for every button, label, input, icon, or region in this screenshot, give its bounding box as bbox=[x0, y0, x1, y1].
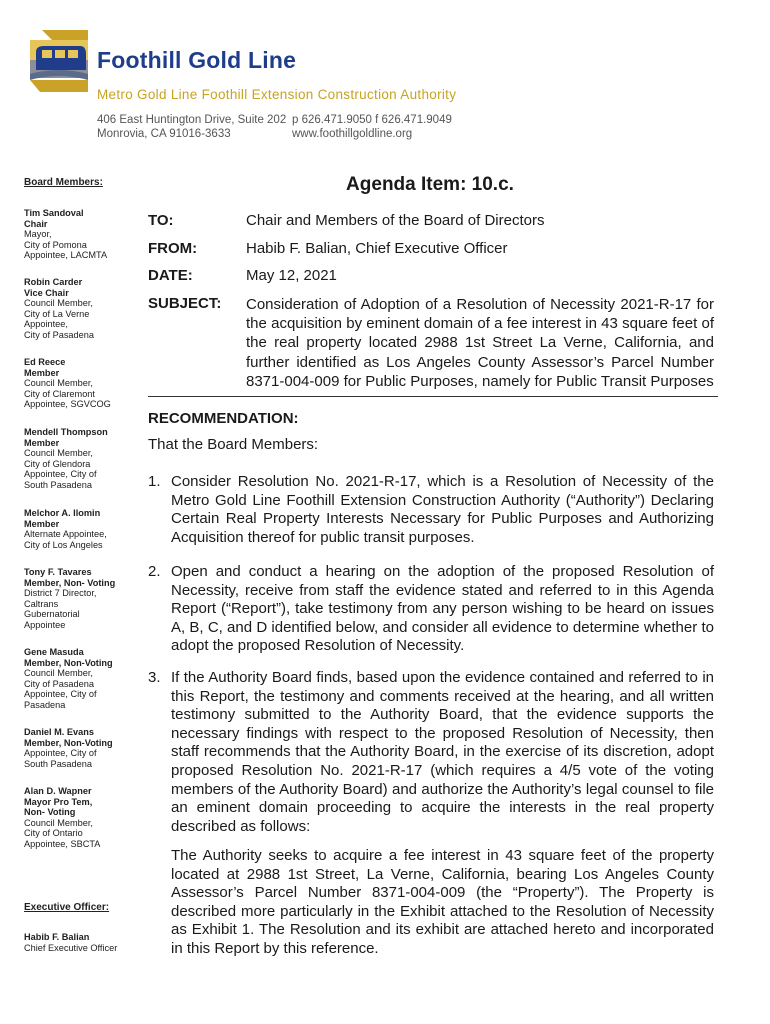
board-member bbox=[24, 427, 136, 491]
member-detail: South Pasadena bbox=[24, 479, 92, 490]
board-member bbox=[24, 567, 136, 631]
recommendation-heading: RECOMMENDATION: bbox=[148, 410, 299, 427]
member-name: Ed Reece bbox=[24, 357, 66, 367]
member-name: Gene Masuda bbox=[24, 647, 84, 657]
subject-value: Consideration of Adoption of a Resolution of Necessity 2021-R-17 for the acquisition by eminent domain of a fee interest in 43 square feet of the real property located 2988 1st Street La Verne, California, and further identified as Los Angeles County Assessor’s Parcel Number 8371-004-009 for Public Purposes, namely for Public Transit Purposes bbox=[246, 296, 714, 390]
member-detail: Appointee bbox=[24, 619, 66, 630]
member-detail: Appointee, LACMTA bbox=[24, 250, 108, 261]
member-name: Alan D. Wapner bbox=[24, 786, 92, 796]
agenda-item-title: Agenda Item: 10.c. bbox=[346, 174, 514, 195]
member-name: Tim Sandoval bbox=[24, 208, 84, 218]
member-detail: Pasadena bbox=[24, 699, 66, 710]
member-detail: City of Ontario bbox=[24, 828, 83, 839]
member-detail: Gubernatorial bbox=[24, 609, 80, 620]
date-value: May 12, 2021 bbox=[246, 267, 337, 284]
item-text: Open and conduct a hearing on the adoption of the proposed Resolution of Necessity, receive from staff the evidence stated and referred to in this Agenda Report (“Report”), take testimony from any person wishing to be heard on issues A, B, C, and D identified below, and consider all evidence to determine whether to adopt the proposed Resolution of Necessity. bbox=[171, 563, 714, 655]
exec-title: Chief Executive Officer bbox=[24, 942, 118, 953]
member-detail: Appointee, City of bbox=[24, 469, 97, 480]
member-name: Daniel M. Evans bbox=[24, 727, 94, 737]
board-member bbox=[24, 277, 136, 341]
property-description: The Authority seeks to acquire a fee interest in 43 square feet of the property located at 2988 1st Street, La Verne, California, bearing Los Angeles County Assessor’s Parcel Number 8371-004-009 (the “Property”). The Property is described more particularly in the Exhibit attached to the Resolution of Necessity as Exhibit 1. The Resolution and its exhibit are attached hereto and incorporated in this Report by this reference. bbox=[171, 847, 714, 957]
recommendation-item bbox=[148, 473, 714, 547]
exec-name: Habib F. Balian bbox=[24, 932, 90, 942]
foothill-gold-line-logo bbox=[30, 30, 88, 92]
board-member bbox=[24, 357, 136, 410]
member-role: Vice Chair bbox=[24, 287, 69, 298]
member-detail: Appointee, SBCTA bbox=[24, 838, 101, 849]
board-member bbox=[24, 727, 136, 769]
member-name: Mendell Thompson bbox=[24, 427, 108, 437]
member-role: Member, Non-Voting bbox=[24, 657, 113, 668]
item-number: 1. bbox=[148, 473, 161, 490]
member-name: Tony F. Tavares bbox=[24, 567, 92, 577]
member-role: Member bbox=[24, 367, 60, 378]
board-member bbox=[24, 647, 136, 711]
item-text: If the Authority Board finds, based upon the evidence contained and referred to in this Report, the testimony and comments received at the hearing, and all written testimony submitted to the Authority Board, that the evidence supports the necessary findings with respect to the proposed Resolution of Necessity, then staff recommends that the Authority Board, in the exercise of its discretion, adopt proposed Resolution No. 2021-R-17 (which requires a 4/5 vote of the voting members of the Authority Board) and authorize the Authority’s legal counsel to file an eminent domain proceeding to acquire the interests in the real property described as follows: bbox=[171, 669, 714, 835]
member-role: Member bbox=[24, 437, 60, 448]
member-role: Mayor Pro Tem, bbox=[24, 796, 93, 807]
member-detail: Council Member, bbox=[24, 448, 93, 459]
executive-officer-heading: Executive Officer: bbox=[24, 902, 110, 913]
org-subtitle: Metro Gold Line Foothill Extension Construction Authority bbox=[97, 87, 457, 102]
executive-officer bbox=[24, 932, 136, 953]
board-member bbox=[24, 786, 136, 850]
member-detail: Appointee, City of bbox=[24, 689, 97, 700]
member-detail: Council Member, bbox=[24, 378, 93, 389]
member-detail: Appointee, City of bbox=[24, 748, 97, 759]
member-detail: Appointee, bbox=[24, 319, 68, 330]
member-name: Robin Carder bbox=[24, 277, 83, 287]
from-value: Habib F. Balian, Chief Executive Officer bbox=[246, 240, 508, 257]
from-label: FROM: bbox=[148, 240, 198, 257]
member-detail: Caltrans bbox=[24, 598, 59, 609]
member-detail: City of Claremont bbox=[24, 388, 95, 399]
member-detail: City of Los Angeles bbox=[24, 539, 103, 550]
recommendation-intro: That the Board Members: bbox=[148, 436, 319, 453]
item-number: 2. bbox=[148, 563, 161, 580]
member-detail: Alternate Appointee, bbox=[24, 529, 107, 540]
member-detail: Council Member, bbox=[24, 298, 93, 309]
member-detail: District 7 Director, bbox=[24, 588, 97, 599]
member-detail: City of Pasadena bbox=[24, 678, 94, 689]
member-detail: City of Pomona bbox=[24, 239, 87, 250]
header-divider bbox=[148, 396, 718, 397]
member-detail: Appointee, SGVCOG bbox=[24, 399, 111, 410]
member-detail: Council Member, bbox=[24, 817, 93, 828]
address-block bbox=[97, 113, 286, 141]
date-label: DATE: bbox=[148, 267, 193, 284]
member-detail: Mayor, bbox=[24, 229, 52, 240]
address-line-1: 406 East Huntington Drive, Suite 202 bbox=[97, 114, 287, 126]
recommendation-item bbox=[148, 669, 714, 836]
contact-line-phone: p 626.471.9050 f 626.471.9049 bbox=[292, 114, 452, 126]
contact-line-web: www.foothillgoldline.org bbox=[292, 128, 413, 140]
member-role: Member, Non- Voting bbox=[24, 577, 116, 588]
member-name: Melchor A. Ilomin bbox=[24, 508, 101, 518]
member-role: Chair bbox=[24, 218, 48, 229]
recommendation-item bbox=[148, 563, 714, 656]
subject-label: SUBJECT: bbox=[148, 295, 222, 312]
org-name: Foothill Gold Line bbox=[97, 47, 297, 73]
member-role-secondary: Non- Voting bbox=[24, 807, 76, 818]
member-detail: City of Glendora bbox=[24, 458, 91, 469]
board-member bbox=[24, 508, 136, 550]
to-label: TO: bbox=[148, 212, 174, 229]
member-role: Member bbox=[24, 518, 60, 529]
member-detail: Council Member, bbox=[24, 668, 93, 679]
board-member bbox=[24, 208, 136, 261]
member-role: Member, Non-Voting bbox=[24, 737, 113, 748]
member-detail: South Pasadena bbox=[24, 758, 92, 769]
to-value: Chair and Members of the Board of Directors bbox=[246, 212, 545, 229]
member-detail: City of La Verne bbox=[24, 308, 90, 319]
contact-block bbox=[292, 113, 452, 141]
member-detail: City of Pasadena bbox=[24, 329, 94, 340]
item-text: Consider Resolution No. 2021-R-17, which is a Resolution of Necessity of the Metro Gold Line Foothill Extension Construction Authority (“Authority”) Declaring Certain Real Property Interests Necessary for Public Purposes and Authorizing Acquisition thereof for public transit purposes. bbox=[171, 473, 714, 546]
address-line-2: Monrovia, CA 91016-3633 bbox=[97, 128, 231, 140]
board-members-heading: Board Members: bbox=[24, 177, 103, 188]
item-number: 3. bbox=[148, 669, 161, 686]
